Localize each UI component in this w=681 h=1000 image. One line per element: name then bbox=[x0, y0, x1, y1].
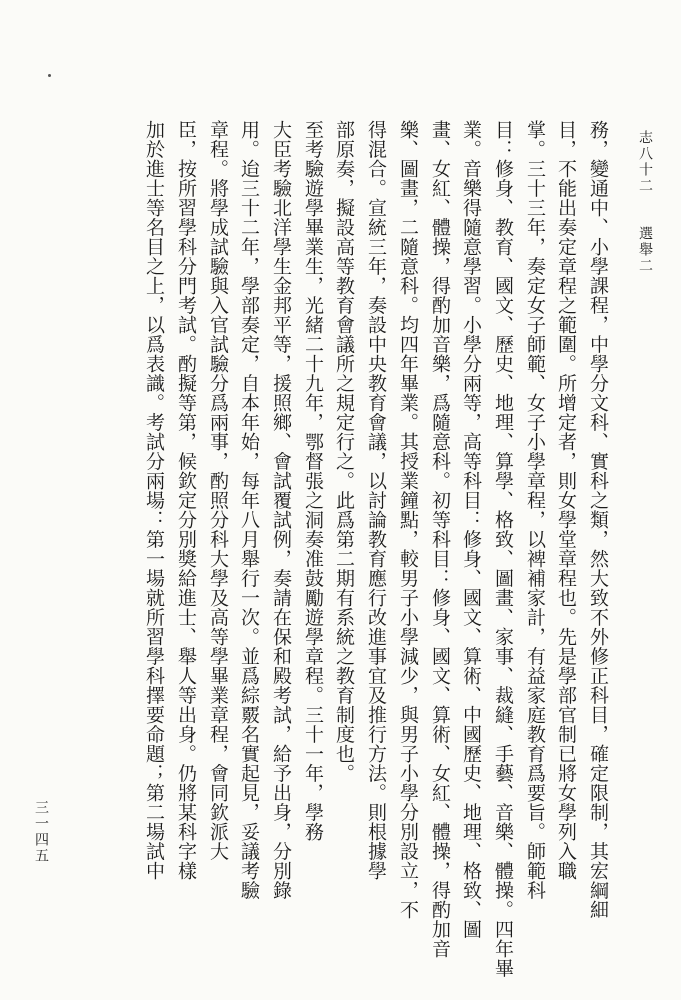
text-column: 至考驗遊學畢業生，光緒二十九年，鄂督張之洞奏准鼓勵遊學章程。三十一年，學務 bbox=[302, 120, 324, 842]
text-column: 章程。將學成試驗與入官試驗分爲兩事，酌照分科大學及高等學畢業章程，會同欽派大 bbox=[207, 120, 229, 861]
text-column: 樂、圖畫，二隨意科。均四年畢業。其授業鐘點，較男子小學減少，與男子小學分別設立，不 bbox=[397, 120, 419, 920]
text-column: 得混合。宣統三年，奏設中央教育會議，以討論教育應行改進事宜及推行方法。則根據學 bbox=[365, 120, 387, 881]
text-column: 大臣考驗北洋學生金邦平等，援照鄉、會試覆試例，奏請在保和殿考試，給予出身，分別錄 bbox=[270, 120, 292, 900]
page-number: 三一四五 bbox=[33, 800, 49, 864]
text-column: 畫、女紅、體操，得酌加音樂，爲隨意科。初等科目：修身、國文、算術、女紅、體操，得酌加音 bbox=[429, 120, 451, 959]
running-header: 志八十二 選舉二 bbox=[637, 130, 653, 274]
ink-speck bbox=[48, 74, 51, 77]
text-column: 加於進士等名目之上，以爲表識。考試分兩場：第一場就所習學科擇要命題；第二場試中 bbox=[143, 120, 165, 881]
text-column: 務，變通中、小學課程，中學分文科、實科之類，然大致不外修正科目，確定限制，其宏綱細 bbox=[587, 120, 609, 920]
text-column: 用。迨三十二年，學部奏定，自本年始，每年八月舉行一次。並爲綜覈名實起見，妥議考驗 bbox=[238, 120, 260, 900]
text-column: 目：修身、教育、國文、歷史、地理、算學、格致、圖畫、家事、裁縫、手藝、音樂、體操。四年畢 bbox=[492, 120, 514, 978]
text-column: 業。音樂得隨意學習。小學分兩等，高等科目：修身、國文、算術、中國歷史、地理、格致、圖 bbox=[460, 120, 482, 939]
text-column: 臣，按所習學科分門考試。酌擬等第，候欽定分別獎給進士、舉人等出身。仍將某科字樣 bbox=[175, 120, 197, 881]
text-column: 部原奏，擬設高等教育會議所之規定行之。此爲第二期有系統之教育制度也。 bbox=[333, 120, 355, 783]
text-column: 掌。三十三年，奏定女子師範、女子小學章程，以裨補家計，有益家庭教育爲要旨。師範科 bbox=[524, 120, 546, 900]
text-column: 目，不能出奏定章程之範圍。所增定者，則女學堂章程也。先是學部官制已將女學列入職 bbox=[555, 120, 577, 881]
